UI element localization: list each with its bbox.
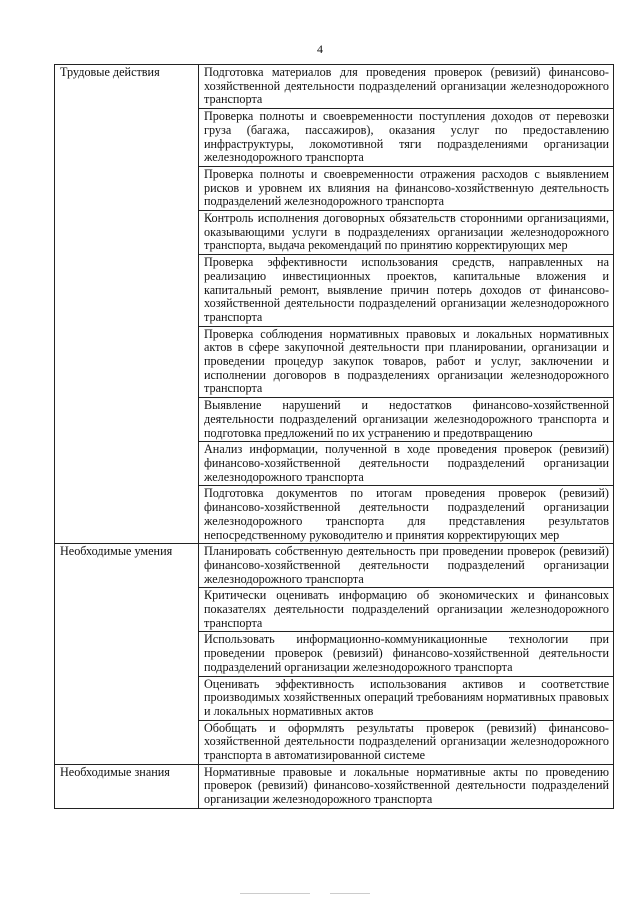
table-cell: Нормативные правовые и локальные нормативные акты по проведению проверок (ревизий) финансово-хозяйственной деятельности подразделений организации железнодорожного транспорта [199, 764, 614, 808]
table-cell: Анализ информации, полученной в ходе проведения проверок (ревизий) финансово-хозяйственной деятельности подразделений организации железнодорожного транспорта [199, 442, 614, 486]
table-row [55, 65, 614, 109]
table-row [55, 764, 614, 808]
table-cell: Критически оценивать информацию об экономических и финансовых показателях деятельности подразделений организации железнодорожного транспорта [199, 588, 614, 632]
competency-table-body [55, 65, 614, 809]
table-cell: Проверка полноты и своевременности поступления доходов от перевозки груза (багажа, пассажиров), оказания услуг по предоставлению инфраструктуры, локомотивной тяги подразделениями организации железнодорожного транспорта [199, 109, 614, 167]
table-cell: Оценивать эффективность использования активов и соответствие производимых хозяйственных операций требованиям нормативных правовых и локальных нормативных актов [199, 676, 614, 720]
page-number: 4 [317, 42, 323, 56]
table-cell: Подготовка документов по итогам проведения проверок (ревизий) финансово-хозяйственной деятельности подразделений организации железнодорожного транспорта для представления результатов непосредственному руководителю и принятия корректирующих мер [199, 486, 614, 544]
table-cell: Подготовка материалов для проведения проверок (ревизий) финансово-хозяйственной деятельности подразделений организации железнодорожного транспорта [199, 65, 614, 109]
competency-table [54, 64, 614, 809]
table-cell: Проверка эффективности использования средств, направленных на реализацию инвестиционных проектов, капитальные вложения и капитальный ремонт, выявление причин потерь доходов от финансово-хозяйственной деятельности подразделений организации железнодорожного транспорта [199, 255, 614, 327]
scan-artifact [240, 893, 310, 894]
table-cell: Проверка полноты и своевременности отражения расходов с выявлением рисков и уровнем их влияния на финансово-хозяйственную деятельность подразделений железнодорожного транспорта [199, 166, 614, 210]
section-label: Трудовые действия [55, 65, 199, 544]
table-row [55, 544, 614, 588]
table-cell: Использовать информационно-коммуникационные технологии при проведении проверок (ревизий) финансово-хозяйственной деятельности подразделений организации железнодорожного транспорта [199, 632, 614, 676]
table-cell: Контроль исполнения договорных обязательств сторонними организациями, оказывающими услуги в подразделениях организации железнодорожного транспорта, выдача рекомендаций по принятию корректирующих мер [199, 211, 614, 255]
section-label: Необходимые знания [55, 764, 199, 808]
scan-artifact [330, 893, 370, 894]
section-label: Необходимые умения [55, 544, 199, 765]
table-cell: Выявление нарушений и недостатков финансово-хозяйственной деятельности подразделений организации железнодорожного транспорта и подготовка предложений по их устранению и предотвращению [199, 398, 614, 442]
table-cell: Планировать собственную деятельность при проведении проверок (ревизий) финансово-хозяйственной деятельности подразделений организации железнодорожного транспорта [199, 544, 614, 588]
table-cell: Проверка соблюдения нормативных правовых и локальных нормативных актов в сфере закупочной деятельности при планировании, организации и проведении процедур закупок товаров, работ и услуг, заключении и исполнении договоров в подразделениях организации железнодорожного транспорта [199, 326, 614, 398]
table-cell: Обобщать и оформлять результаты проверок (ревизий) финансово-хозяйственной деятельности подразделений организации железнодорожного транспорта в автоматизированной системе [199, 720, 614, 764]
